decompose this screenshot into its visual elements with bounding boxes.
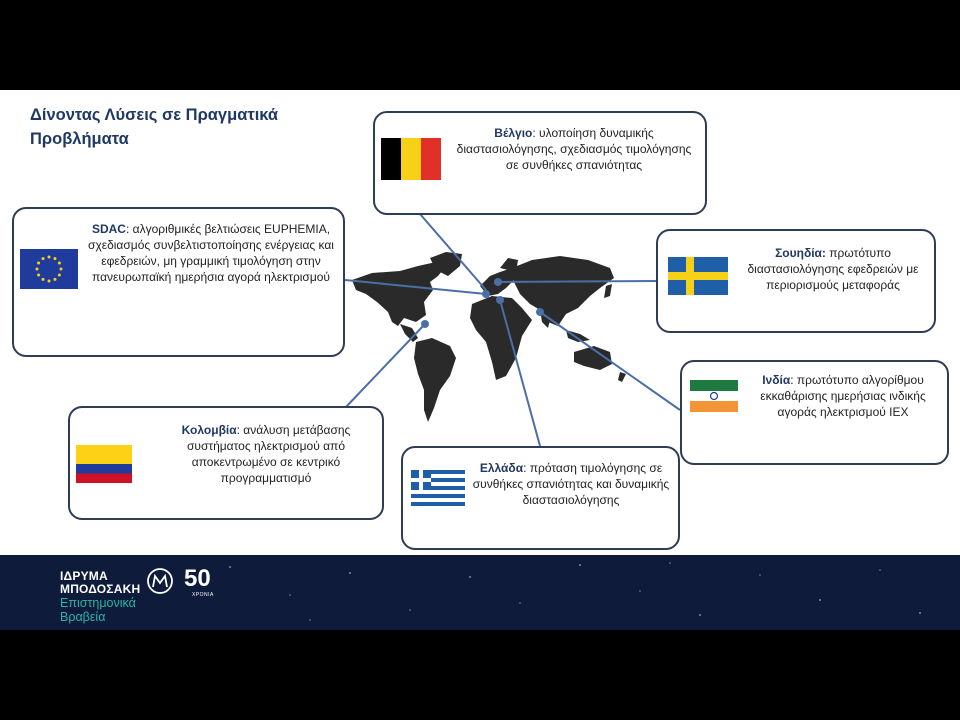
- greece-text: Ελλάδα: πρόταση τιμολόγησης σε συνθήκες σπανιότητας και δυναμικής διαστασιολόγησης: [472, 461, 670, 507]
- card-sdac: [12, 207, 345, 357]
- anniversary-caption: ΧΡΟΝΙΑ: [192, 592, 214, 598]
- anniversary-number: 50: [184, 565, 211, 592]
- slide: [0, 90, 960, 630]
- foundation-logo-icon: [146, 567, 174, 595]
- org-name-line2: ΜΠΟΔΟΣΑΚΗ: [60, 582, 141, 596]
- belgium-flag-icon: [381, 138, 441, 180]
- india-flag-icon: [690, 380, 738, 412]
- org-name-line1: ΙΔΡΥΜΑ: [60, 569, 108, 583]
- colombia-text: Κολομβία: ανάλυση μετάβασης συστήματος ηλεκτρισμού από αποκεντρωμένο σε κεντρικό προγραμματισμό: [181, 423, 351, 485]
- card-belgium: [373, 111, 707, 215]
- eu-flag-icon: [20, 249, 78, 289]
- india-text: Ινδία: πρωτότυπο αλγορίθμου εκκαθάρισης ημερήσιας ινδικής αγοράς ηλεκτρισμού IEX: [760, 373, 926, 419]
- card-greece: [401, 446, 680, 550]
- colombia-flag-icon: [76, 445, 132, 483]
- card-colombia: [68, 406, 384, 520]
- belgium-text: Βέλγιο: υλοποίηση δυναμικής διαστασιολόγησης, σχεδιασμός τιμολόγησης σε συνθήκες σπανιότητας: [456, 126, 692, 172]
- sdac-text: SDAC: αλγοριθμικές βελτιώσεις EUPHEMIA, σχεδιασμός συνβελτιστοποίησης ενέργειας και εφεδρειών, μη γραμμική τιμολόγηση στην πανευρωπαϊκή ημερήσια αγορά ηλεκτρισμού: [88, 222, 334, 284]
- sweden-flag-icon: [668, 257, 728, 295]
- awards-line2: Βραβεία: [60, 610, 106, 624]
- greece-flag-icon: [411, 470, 465, 506]
- card-india: [680, 360, 949, 465]
- footer-banner: [0, 555, 960, 630]
- page-title: Δίνοντας Λύσεις σε Πραγματικά Προβλήματα: [30, 106, 279, 148]
- card-sweden: [656, 229, 936, 333]
- sweden-text: Σουηδία: πρωτότυπο διαστασιολόγησης εφεδρειών με περιορισμούς μεταφοράς: [747, 246, 919, 292]
- starfield: [0, 555, 960, 630]
- awards-line1: Επιστημονικά: [60, 596, 136, 610]
